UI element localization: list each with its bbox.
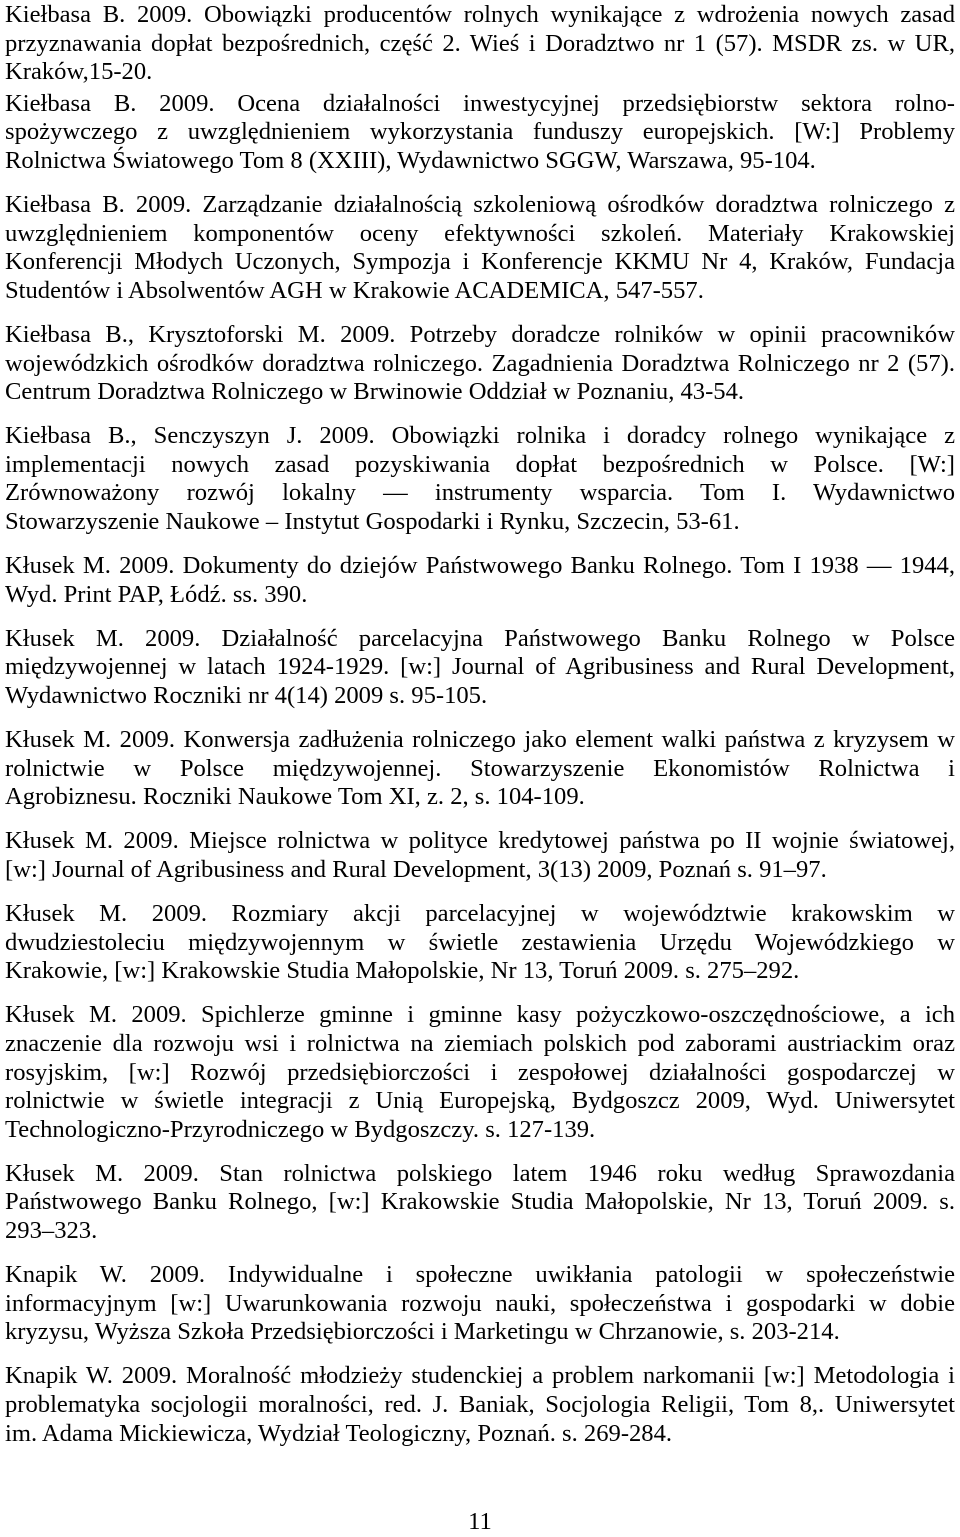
bibliography-list: [5, 1, 955, 1464]
bibliography-entry: [5, 726, 955, 812]
entry-line: Kłusek M. 2009. Stan rolnictwa polskiego latem 1946 roku według Sprawozdania: [5, 1159, 955, 1187]
entry-line: Studentów i Absolwentów AGH w Krakowie ACADEMICA, 547-557.: [5, 276, 704, 304]
bibliography-entry: [5, 321, 955, 407]
entry-line: znaczenie dla rozwoju wsi i rolnictwa na ziemiach polskich pod zaborami austriackim oraz: [5, 1029, 955, 1057]
entry-line: Kraków,15-20.: [5, 58, 153, 86]
entry-line: Zrównoważony rozwój lokalny — instrumenty wsparcia. Tom I. Wydawnictwo: [5, 479, 955, 507]
entry-line: [w:] Journal of Agribusiness and Rural Development, 3(13) 2009, Poznań s. 91–97.: [5, 855, 827, 883]
entry-line: spożywczego z uwzględnieniem wykorzystania funduszy europejskich. [W:] Problemy: [5, 118, 955, 146]
entry-line: Kłusek M. 2009. Działalność parcelacyjna Państwowego Banku Rolnego w Polsce: [5, 624, 955, 652]
entry-line: Knapik W. 2009. Indywidualne i społeczne uwikłania patologii w społeczeństwie: [5, 1261, 955, 1289]
entry-line: rosyjskim, [w:] Rozwój przedsiębiorczości i zespołowej działalności gospodarczej w: [5, 1058, 955, 1086]
entry-line: uwzględnieniem komponentów oceny efektywności szkoleń. Materiały Krakowskiej: [5, 219, 955, 247]
entry-line: przyznawania dopłat bezpośrednich, część 2. Wieś i Doradztwo nr 1 (57). MSDR zs. w UR,: [5, 29, 955, 57]
entry-line: rolnictwie w Polsce międzywojennej. Stowarzyszenie Ekonomistów Rolnictwa i: [5, 754, 955, 782]
entry-line: problematyka socjologii moralności, red. J. Baniak, Socjologia Religii, Tom 8,. Uniwersytet: [5, 1390, 955, 1418]
entry-line: Kłusek M. 2009. Rozmiary akcji parcelacyjnej w województwie krakowskim w: [5, 900, 955, 928]
entry-line: Kiełbasa B., Krysztoforski M. 2009. Potrzeby doradcze rolników w opinii pracowników: [5, 320, 955, 348]
entry-line: Kiełbasa B. 2009. Zarządzanie działalnością szkoleniową ośrodków doradztwa rolniczego z: [5, 191, 955, 219]
bibliography-entry: [5, 827, 955, 884]
entry-line: Kłusek M. 2009. Konwersja zadłużenia rolniczego jako element walki państwa z kryzysem w: [5, 726, 955, 754]
entry-line: Kłusek M. 2009. Miejsce rolnictwa w polityce kredytowej państwa po II wojnie światowej,: [5, 827, 955, 855]
page-number: 11: [468, 1508, 492, 1535]
bibliography-entry: [5, 1001, 955, 1144]
entry-line: Kłusek M. 2009. Dokumenty do dziejów Państwowego Banku Rolnego. Tom I 1938 — 1944,: [5, 552, 955, 580]
entry-line: im. Adama Mickiewicza, Wydział Teologiczny, Poznań. s. 269-284.: [5, 1419, 673, 1447]
entry-line: Stowarzyszenie Naukowe – Instytut Gospodarki i Rynku, Szczecin, 53-61.: [5, 508, 740, 535]
entry-line: Rolnictwa Światowego Tom 8 (XXIII), Wydawnictwo SGGW, Warszawa, 95-104.: [5, 146, 816, 174]
entry-line: Krakowie, [w:] Krakowskie Studia Małopolskie, Nr 13, Toruń 2009. s. 275–292.: [5, 957, 800, 985]
entry-line: Wydawnictwo Roczniki nr 4(14) 2009 s. 95-105.: [5, 681, 488, 709]
entry-line: informacyjnym [w:] Uwarunkowania rozwoju nauki, społeczeństwa i gospodarki w dobie: [5, 1289, 955, 1317]
entry-line: Konferencji Młodych Uczonych, Sympozja i Konferencje KKMU Nr 4, Kraków, Fundacja: [5, 248, 955, 276]
entry-line: rolnictwie w świetle integracji z Unią Europejską, Bydgoszcz 2009, Wyd. Uniwersytet: [5, 1087, 955, 1115]
entry-line: międzywojennej w latach 1924-1929. [w:] Journal of Agribusiness and Rural Development,: [5, 653, 955, 681]
entry-line: Wyd. Print PAP, Łódź. ss. 390.: [5, 580, 308, 608]
bibliography-entry: [5, 191, 955, 305]
bibliography-entry: [5, 552, 955, 609]
entry-line: Centrum Doradztwa Rolniczego w Brwinowie Oddział w Poznaniu, 43-54.: [5, 378, 745, 406]
bibliography-entry: [5, 1, 955, 87]
entry-line: Kiełbasa B., Senczyszyn J. 2009. Obowiązki rolnika i doradcy rolnego wynikające z: [5, 422, 955, 450]
bibliography-entry: [5, 625, 955, 711]
entry-line: Kiełbasa B. 2009. Ocena działalności inwestycyjnej przedsiębiorstw sektora rolno-: [5, 89, 955, 117]
entry-line: Agrobiznesu. Roczniki Naukowe Tom XI, z. 2, s. 104-109.: [5, 783, 585, 811]
bibliography-entry: [5, 1160, 955, 1246]
entry-line: Technologiczno-Przyrodniczego w Bydgoszczy. s. 127-139.: [5, 1115, 596, 1143]
bibliography-entry: [5, 1362, 955, 1448]
bibliography-entry: [5, 1261, 955, 1347]
entry-line: 293–323.: [5, 1216, 98, 1244]
entry-line: dwudziestoleciu międzywojennym w świetle zestawienia Urzędu Wojewódzkiego w: [5, 928, 955, 956]
bibliography-entry: [5, 90, 955, 176]
bibliography-entry: [5, 422, 955, 536]
entry-line: kryzysu, Wyższa Szkoła Przedsiębiorczości i Marketingu w Chrzanowie, s. 203-214.: [5, 1318, 840, 1346]
entry-line: Knapik W. 2009. Moralność młodzieży studenckiej a problem narkomanii [w:] Metodologia i: [5, 1362, 955, 1390]
entry-line: implementacji nowych zasad pozyskiwania dopłat bezpośrednich w Polsce. [W:]: [5, 450, 955, 478]
entry-line: Kiełbasa B. 2009. Obowiązki producentów rolnych wynikające z wdrożenia nowych zasad: [5, 1, 955, 28]
entry-line: Państwowego Banku Rolnego, [w:] Krakowskie Studia Małopolskie, Nr 13, Toruń 2009. s.: [5, 1188, 955, 1216]
bibliography-entry: [5, 900, 955, 986]
entry-line: wojewódzkich ośrodków doradztwa rolniczego. Zagadnienia Doradztwa Rolniczego nr 2 (57).: [5, 349, 955, 377]
entry-line: Kłusek M. 2009. Spichlerze gminne i gminne kasy pożyczkowo-oszczędnościowe, a ich: [5, 1001, 955, 1029]
